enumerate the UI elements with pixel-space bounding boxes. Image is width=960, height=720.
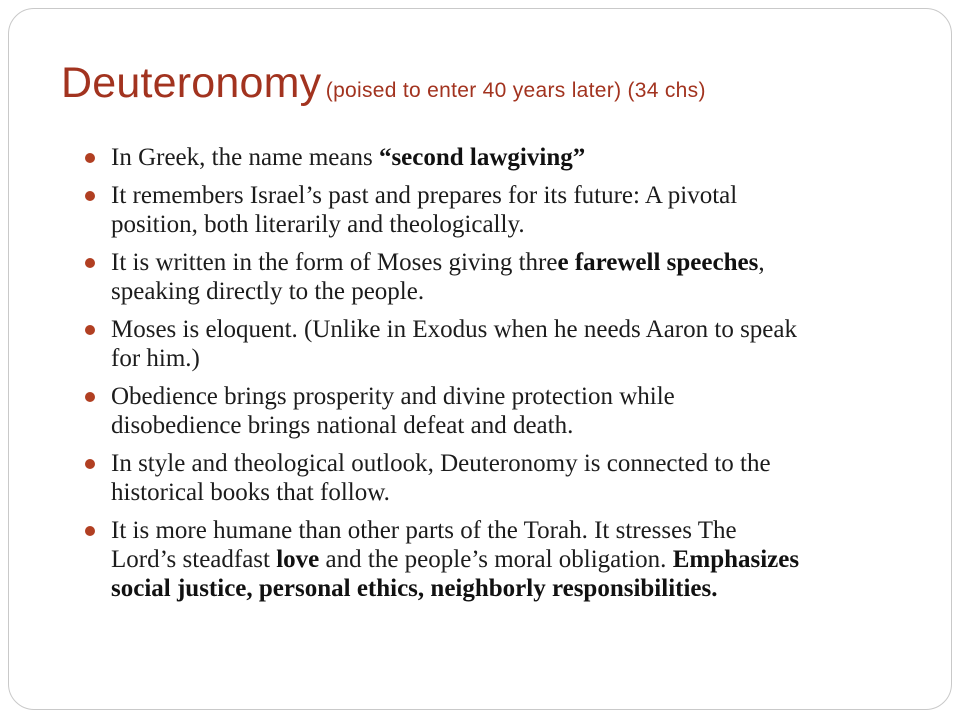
bullet-text: It remembers Israel’s past and prepares for its future: A pivotal position, both literarily and theologically. [111,182,738,238]
bullet-dot-icon [85,153,95,163]
bullet-text-bold: Emphasizes social justice, personal ethics, neighborly responsibilities. [111,546,800,602]
bullet-item [85,315,805,373]
bullet-item [85,248,805,306]
slide-title [61,59,706,108]
bullet-list [85,143,805,612]
bullet-dot-icon [85,392,95,402]
bullet-text: In style and theological outlook, Deuteronomy is connected to the historical books that follow. [111,450,771,506]
title-main: Deuteronomy [61,59,322,107]
bullet-dot-icon [85,459,95,469]
bullet-item [85,449,805,507]
bullet-item [85,382,805,440]
bullet-text: It is written in the form of Moses giving thre [111,249,558,276]
bullet-dot-icon [85,325,95,335]
bullet-text: Obedience brings prosperity and divine protection while disobedience brings national defeat and death. [111,383,675,439]
bullet-text: In Greek, the name means [111,144,379,171]
bullet-dot-icon [85,526,95,536]
bullet-text-bold: e farewell speeches [557,249,759,276]
bullet-item [85,516,805,603]
bullet-item [85,143,805,172]
bullet-dot-icon [85,191,95,201]
bullet-text: and the people’s moral obligation. [319,546,673,573]
bullet-text-bold: love [276,546,320,573]
bullet-item [85,181,805,239]
bullet-text: Moses is eloquent. (Unlike in Exodus when he needs Aaron to speak for him.) [111,316,797,372]
bullet-text: It is more humane than other parts of the Torah. It stresses The Lord’s steadfast [111,517,737,573]
bullet-text-bold: “second lawgiving” [378,144,586,171]
bullet-dot-icon [85,258,95,268]
title-subtitle: (poised to enter 40 years later) (34 chs) [325,79,706,102]
bullet-text: , speaking directly to the people. [111,249,765,305]
